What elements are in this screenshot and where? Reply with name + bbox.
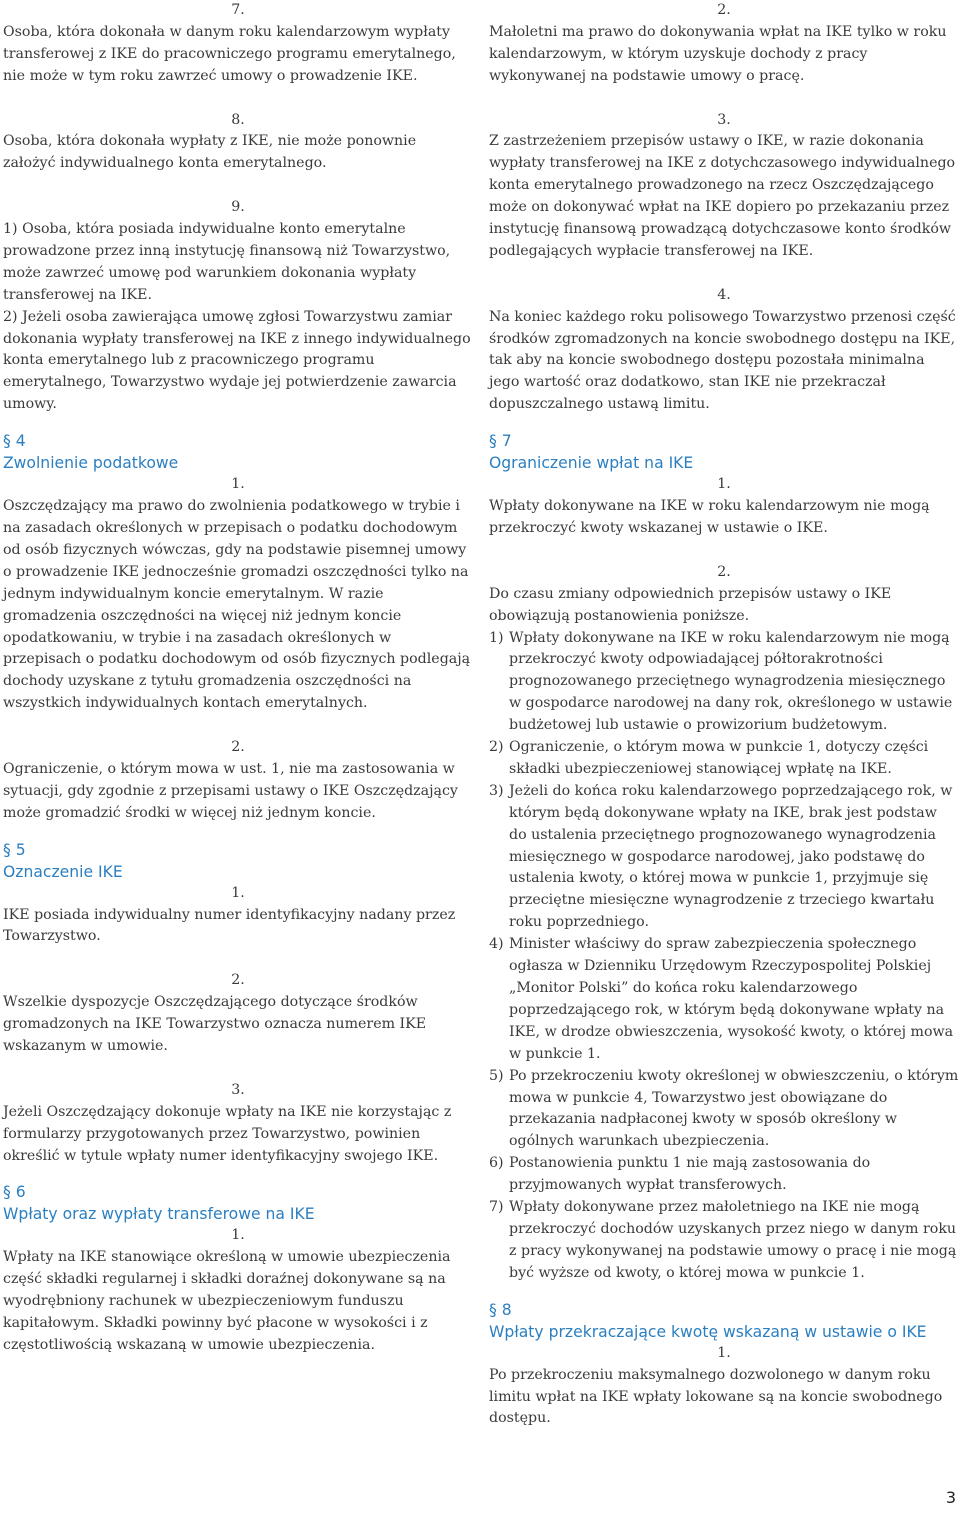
paragraph-number: 7.: [231, 2, 245, 18]
paragraph-text: Małoletni ma prawo do dokonywania wpłat na IKE tylko w roku kalendarzowym, w którym uzyskuje dochody z pracy wykonywanej na podstawie umowy o pracę.: [489, 23, 947, 84]
paragraph-number: 3.: [717, 111, 731, 128]
section-title: Wpłaty oraz wypłaty transferowe na IKE: [3, 1205, 315, 1224]
paragraph-text: Osoba, która dokonała w danym roku kalendarzowym wypłaty transferowej z IKE do pracowniczego programu emerytalnego, nie może w tym roku zawrzeć umowy o prowadzenie IKE.: [3, 23, 456, 84]
paragraph-text: Z zastrzeżeniem przepisów ustawy o IKE, w razie dokonania wypłaty transferowej na IKE z dotychczasowego indywidualnego konta emerytalnego prowadzonego na rzecz Oszczędzającego może on dokonywać wpłat na IKE dopiero po przekazaniu przez instytucję finansową prowadzącą dotychczasowe konto środków podlegających wypłacie transferowej na IKE.: [489, 133, 956, 259]
item-text: Wpłaty dokonywane na IKE w roku kalendarzowym nie mogą przekroczyć kwoty odpowiadającej półtorakrotności prognozowanego przeciętnego wynagrodzenia miesięcznego w gospodarce narodowej na dany rok, określonego w ustawie budżetowej lub ustawie o prowizorium budżetowym.: [509, 629, 953, 734]
item-marker: 5): [489, 1067, 504, 1084]
paragraph-text: IKE posiada indywidualny numer identyfikacyjny nadany przez Towarzystwo.: [3, 906, 456, 945]
item-text: Jeżeli osoba zawierająca umowę zgłosi Towarzystwu zamiar dokonania wypłaty transferowej na IKE z innego indywidualnego konta emerytalnego lub z pracowniczego programu emerytalnego, Towarzystwo wydaje jej potwierdzenie zawarcia umowy.: [3, 308, 471, 413]
item-marker: 1): [489, 629, 504, 646]
paragraph-number: 8.: [231, 111, 245, 128]
paragraph-text: Ograniczenie, o którym mowa w ust. 1, nie ma zastosowania w sytuacji, gdy zgodnie z przepisami ustawy o IKE Oszczędzający może gromadzić środki w więcej niż jednym koncie.: [3, 760, 458, 821]
list-item: [489, 737, 959, 781]
item-marker: 6): [489, 1155, 504, 1172]
section-label: § 4: [3, 432, 26, 451]
paragraph-number: 9.: [231, 199, 245, 216]
section-label: § 6: [3, 1183, 26, 1202]
list-item: [489, 628, 959, 738]
section-title: Wpłaty przekraczające kwotę wskazaną w ustawie o IKE: [489, 1322, 927, 1341]
item-marker: 3): [489, 782, 504, 799]
page-number: 3: [945, 1488, 956, 1507]
list-item: [489, 781, 959, 934]
paragraph-number: 1.: [231, 1227, 245, 1244]
item-marker: 4): [489, 936, 504, 953]
paragraph-text: Osoba, która dokonała wypłaty z IKE, nie może ponownie założyć indywidualnego konta emerytalnego.: [3, 133, 417, 172]
section-label: § 7: [489, 432, 512, 451]
list-item: [3, 307, 473, 417]
section-title: Zwolnienie podatkowe: [3, 454, 179, 473]
paragraph-text: Po przekroczeniu maksymalnego dozwolonego w danym roku limitu wpłat na IKE wpłaty lokowane są na koncie swobodnego dostępu.: [489, 1366, 943, 1427]
item-marker: 7): [489, 1199, 504, 1216]
paragraph-number: 1.: [231, 884, 245, 901]
section-label: § 8: [489, 1300, 512, 1319]
paragraph-text: Wpłaty dokonywane na IKE w roku kalendarzowym nie mogą przekroczyć kwoty wskazanej w ustawie o IKE.: [489, 498, 930, 536]
list-item: [489, 1153, 959, 1197]
list-item: [489, 934, 959, 1065]
section-label: § 5: [3, 840, 26, 859]
paragraph-text: Wszelkie dyspozycje Oszczędzającego dotyczące środków gromadzonych na IKE Towarzystwo oznacza numerem IKE wskazanym w umowie.: [3, 994, 427, 1054]
paragraph-number: 2.: [717, 2, 731, 18]
paragraph-text: Na koniec każdego roku polisowego Towarzystwo przenosi część środków zgromadzonych na koncie swobodnego dostępu na IKE, tak aby na koncie swobodnego dostępu pozostała minimalna jego wartość oraz dodatkowo, stan IKE nie przekraczał dopuszczalnego ustawą limitu.: [489, 308, 956, 413]
item-text: Minister właściwy do spraw zabezpieczenia społecznego ogłasza w Dzienniku Urzędowym Rzeczypospolitej Polskiej „Monitor Polski” do końca roku kalendarzowego poprzedzającego rok, w którym będą dokonywane wpłaty na IKE, w drodze obwieszczenia, wysokość kwoty, o której mowa w punkcie 1.: [509, 936, 954, 1062]
paragraph-number: 4.: [717, 286, 731, 303]
list-item: [489, 1197, 959, 1285]
list-item: [489, 1066, 959, 1154]
item-text: Jeżeli do końca roku kalendarzowego poprzedzającego rok, w którym będą dokonywane wpłaty na IKE, brak jest podstaw do ustalenia przeciętnego prognozowanego wynagrodzenia miesięcznego w gospodarce narodowej, jako podstawę do ustalenia kwoty, o której mowa w punkcie 1, przyjmuje się przeciętne miesięczne wynagrodzenie z trzeciego kwartału roku poprzedniego.: [509, 782, 953, 931]
section-title: Oznaczenie IKE: [3, 862, 123, 881]
paragraph-text: Wpłaty na IKE stanowiące określoną w umowie ubezpieczenia część składki regularnej i składki doraźnej dokonywane są na wyodrębniony rachunek w ubezpieczeniowym funduszu kapitałowym. Składki powinny być płacone w wysokości i z częstotliwością wskazaną w umowie ubezpieczenia.: [3, 1249, 451, 1353]
item-text: Wpłaty dokonywane przez małoletniego na IKE nie mogą przekroczyć dochodów uzyskanych przez niego w danym roku z pracy wykonywanej na podstawie umowy o pracę i nie mogą być wyższe od kwoty, o której mowa w punkcie 1.: [509, 1199, 957, 1281]
section-title: Ograniczenie wpłat na IKE: [489, 454, 694, 473]
item-marker: 2): [489, 739, 504, 756]
paragraph-number: 2.: [231, 972, 245, 989]
right-column: [489, 0, 959, 1430]
item-text: Po przekroczeniu kwoty określonej w obwieszczeniu, o którym mowa w punkcie 4, Towarzystwo jest obowiązane do przekazania nadpłaconej kwoty w sposób określony w ogólnych warunkach ubezpieczenia.: [509, 1067, 959, 1150]
item-text: Postanowienia punktu 1 nie mają zastosowania do przyjmowanych wypłat transferowych.: [509, 1155, 871, 1194]
item-text: Ograniczenie, o którym mowa w punkcie 1, dotyczy części składki ubezpieczeniowej stanowiącej wpłatę na IKE.: [509, 739, 929, 777]
paragraph-number: 2.: [231, 739, 245, 756]
paragraph-number: 3.: [231, 1081, 245, 1098]
list-item: [3, 219, 473, 307]
paragraph-number: 2.: [717, 563, 731, 580]
item-marker: 1): [3, 221, 18, 238]
paragraph-text: Do czasu zmiany odpowiednich przepisów ustawy o IKE obowiązują postanowienia poniższe.: [489, 585, 892, 624]
item-text: Osoba, która posiada indywidualne konto emerytalne prowadzone przez inną instytucję finansową niż Towarzystwo, może zawrzeć umowę pod warunkiem dokonania wypłaty transferowej na IKE.: [3, 221, 451, 303]
left-column: [3, 0, 473, 1357]
item-marker: 2): [3, 308, 18, 325]
paragraph-text: Oszczędzający ma prawo do zwolnienia podatkowego w trybie i na zasadach określonych w przepisach o podatku dochodowym od osób fizycznych wówczas, gdy na podstawie pisemnej umowy o prowadzenie IKE jednocześnie gromadzi oszczędności tylko na jednym indywidualnym koncie emerytalnym. W razie gromadzenia oszczędności na więcej niż jednym koncie opodatkowaniu, w trybie i na zasadach określonych w przepisach o podatku dochodowym od osób fizycznych podlegają dochody uzyskane z tytułu gromadzenia oszczędności na wszystkich indywidualnych kontach emerytalnych.: [3, 498, 471, 712]
paragraph-number: 1.: [231, 476, 245, 493]
paragraph-text: Jeżeli Oszczędzający dokonuje wpłaty na IKE nie korzystając z formularzy przygotowanych przez Towarzystwo, powinien określić w tytule wpłaty numer identyfikacyjny swojego IKE.: [3, 1103, 452, 1164]
paragraph-number: 1.: [717, 1344, 731, 1361]
paragraph-number: 1.: [717, 476, 731, 493]
